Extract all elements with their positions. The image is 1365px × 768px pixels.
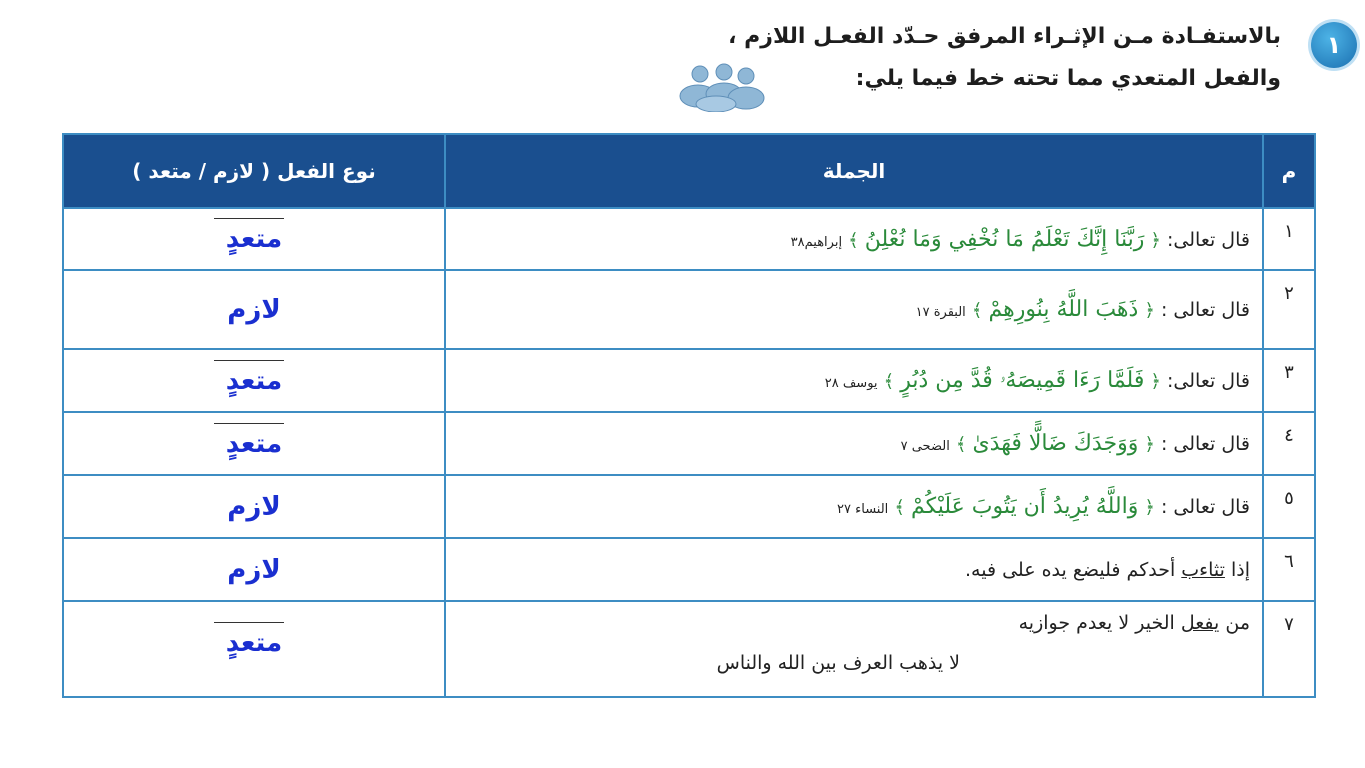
said-label: قال تعالى:: [1167, 370, 1250, 392]
row-number: ٢: [1263, 270, 1315, 349]
quran-verse: وَاللَّهُ يُرِيدُ أَن يَتُوبَ عَلَيْكُمْ: [910, 494, 1139, 519]
sentence-cell: [445, 270, 1263, 349]
quran-verse: ذَهَبَ اللَّهُ بِنُورِهِمْ: [988, 297, 1139, 322]
ornate-bracket-close: ﴾: [971, 300, 983, 321]
verse-source: البقرة ١٧: [915, 305, 966, 320]
ornate-bracket-close: ﴾: [883, 371, 895, 392]
ornate-bracket-close: ﴾: [955, 434, 967, 455]
row-number: ٣: [1263, 349, 1315, 412]
table-row: [63, 412, 1315, 475]
row-number: ٤: [1263, 412, 1315, 475]
table-row: [63, 208, 1315, 270]
exercise-header: [0, 8, 1365, 118]
verse-source: الضحى ٧: [900, 439, 950, 454]
sentence-text: أحدكم فليضع يده على فيه.: [964, 558, 1182, 581]
row-number: ٥: [1263, 475, 1315, 538]
verse-source: النساء ٢٧: [837, 502, 889, 517]
underlined-verb: يفعل: [1180, 612, 1220, 634]
said-label: قال تعالى :: [1160, 496, 1250, 518]
answer-cell: [63, 270, 445, 349]
ornate-bracket-open: ﴿: [1144, 300, 1155, 321]
sentence-cell: [445, 538, 1263, 601]
answer-cell: [63, 601, 445, 697]
sentence-cell: [445, 601, 1263, 697]
verse-source: إبراهيم٣٨: [790, 234, 843, 250]
sentence-text: إذا: [1224, 558, 1250, 581]
table-row: [63, 349, 1315, 412]
table-row: [63, 475, 1315, 538]
row-number: ٦: [1263, 538, 1315, 601]
sentence-cell: [445, 208, 1263, 270]
ornate-bracket-open: ﴿: [1144, 434, 1155, 455]
answer-cell: [63, 349, 445, 412]
answer-text: متعدٍ: [225, 224, 283, 254]
underlined-verb: تثاءب: [1181, 558, 1225, 581]
answer-text: لازم: [227, 294, 281, 325]
row-number: ٧: [1263, 601, 1315, 697]
quran-verse: رَبَّنَا إِنَّكَ تَعْلَمُ مَا نُخْفِي وَمَا نُعْلِنُ: [864, 226, 1145, 252]
row-number: ١: [1263, 208, 1315, 270]
answer-cell: [63, 538, 445, 601]
group-people-icon: [676, 60, 768, 112]
ornate-bracket-open: ﴿: [1150, 229, 1161, 251]
sentence-text-line-2: لا يذهب العرف بين الله والناس: [716, 652, 960, 674]
answer-text: متعدٍ: [225, 365, 283, 396]
header-num: م: [1263, 134, 1315, 208]
answer-cell: [63, 412, 445, 475]
ornate-bracket-close: ﴾: [848, 229, 859, 251]
answer-text: لازم: [227, 554, 281, 585]
verse-source: يوسف ٢٨: [824, 376, 878, 391]
sentence-cell: [445, 475, 1263, 538]
said-label: قال تعالى:: [1167, 228, 1250, 251]
answer-cell: [63, 475, 445, 538]
answer-cell: [63, 208, 445, 270]
quran-verse: فَلَمَّا رَءَا قَمِيصَهُۥ قُدَّ مِن دُبُرٍ: [900, 368, 1145, 393]
quran-verse: وَوَجَدَكَ ضَالًّا فَهَدَىٰ: [972, 431, 1139, 456]
sentence-text: من: [1219, 612, 1250, 634]
table-header-row: [63, 134, 1315, 208]
ornate-bracket-open: ﴿: [1150, 371, 1161, 392]
answer-text: لازم: [227, 491, 281, 522]
said-label: قال تعالى :: [1160, 433, 1250, 455]
sentence-cell: [445, 412, 1263, 475]
sentence-cell: [445, 349, 1263, 412]
header-sentence: الجملة: [445, 134, 1263, 208]
ornate-bracket-close: ﴾: [894, 497, 905, 518]
said-label: قال تعالى :: [1160, 299, 1250, 321]
table-row: [63, 270, 1315, 349]
answer-text: متعدٍ: [225, 628, 283, 658]
ornate-bracket-open: ﴿: [1144, 497, 1155, 518]
table-row: [63, 538, 1315, 601]
exercise-number-badge: ١: [1311, 22, 1357, 68]
answer-text: متعدٍ: [225, 428, 283, 459]
instruction-line-1: بالاستفـادة مـن الإثـراء المرفق حـدّد الفعـل اللازم ،: [728, 24, 1281, 49]
table-row: [63, 601, 1315, 697]
verb-type-table: [62, 133, 1316, 698]
header-verb-type: نوع الفعل ( لازم / متعد ): [63, 134, 445, 208]
instruction-line-2: والفعل المتعدي مما تحته خط فيما يلي:: [855, 66, 1281, 91]
sentence-text: الخير لا يعدم جوازيه: [1018, 612, 1181, 634]
